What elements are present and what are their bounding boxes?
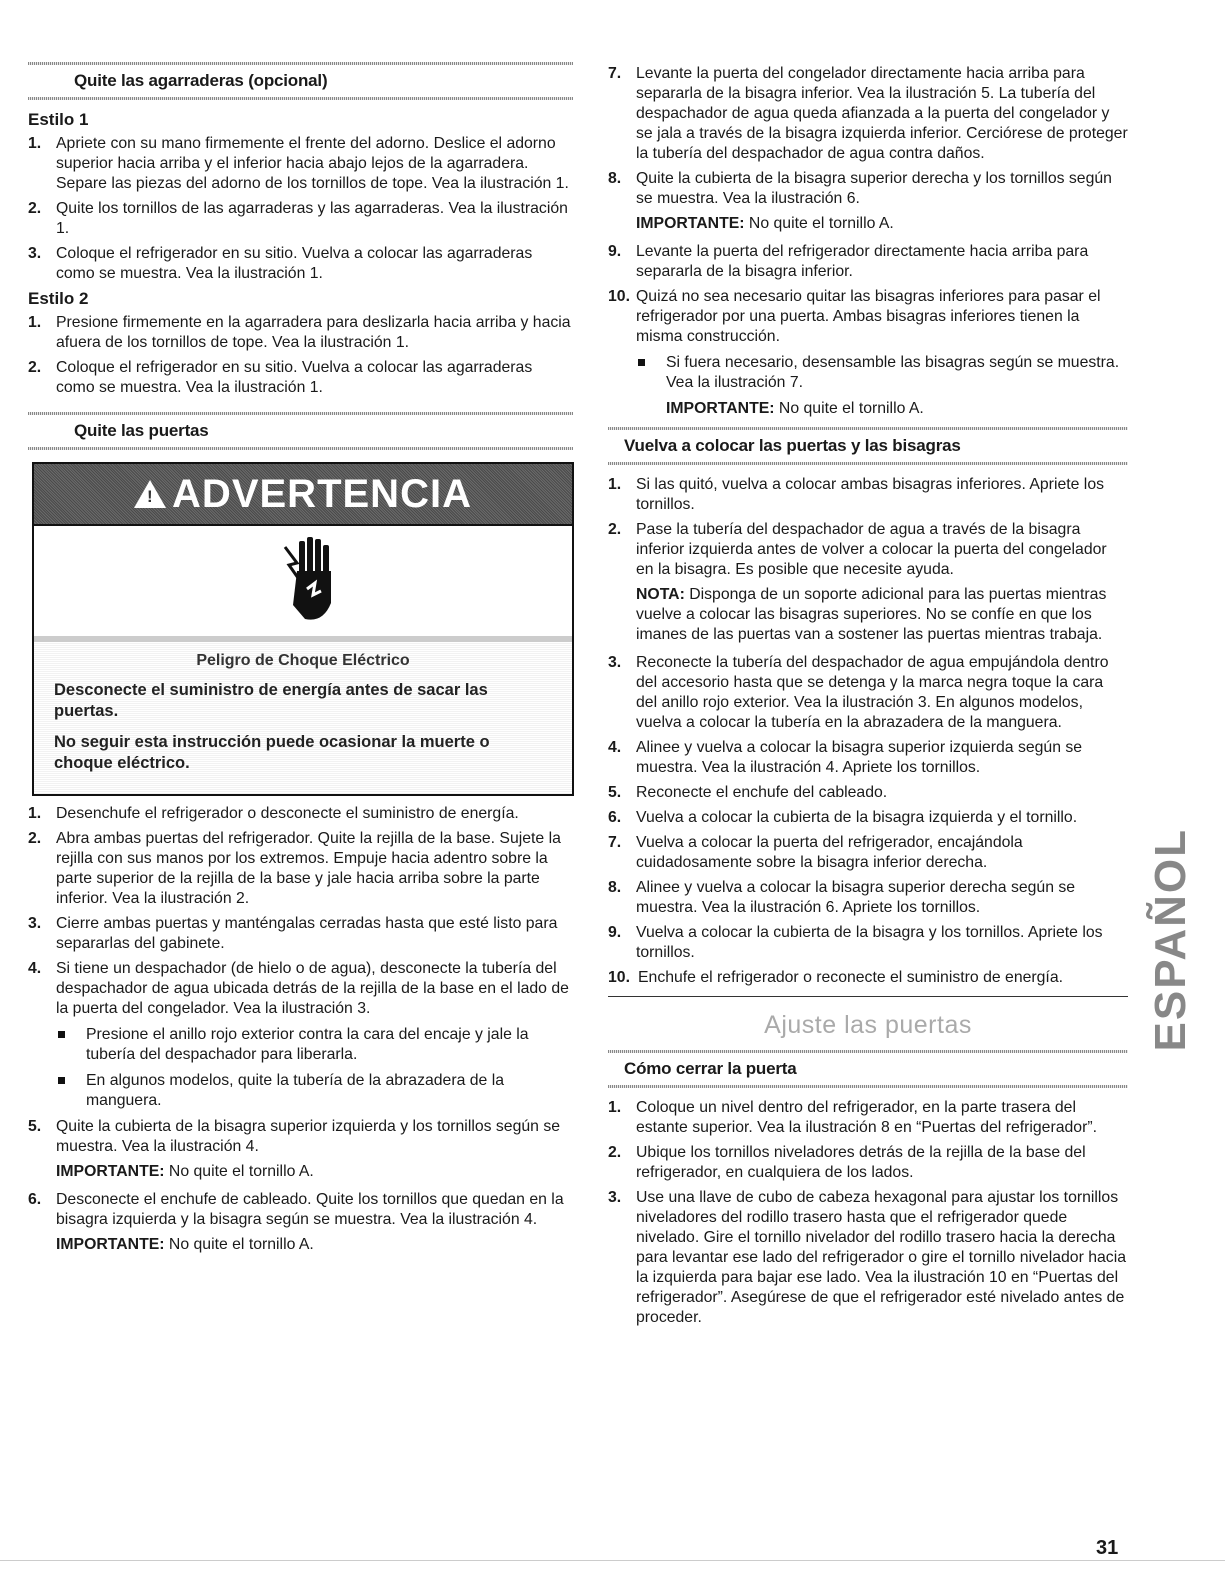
step-number: 8. xyxy=(608,170,622,187)
important-label: IMPORTANTE: xyxy=(636,215,745,232)
remove-doors-steps-cont2 xyxy=(28,1190,573,1230)
step-text: Coloque el refrigerador en su sitio. Vuelva a colocar las agarraderas como se muestra. Vea la ilustración 1. xyxy=(56,245,533,282)
step-number: 1. xyxy=(28,314,42,331)
subtitle-style-2: Estilo 2 xyxy=(28,289,89,308)
important-text: No quite el tornillo A. xyxy=(744,215,894,232)
style-2-steps xyxy=(28,313,573,398)
step-number: 2. xyxy=(608,521,622,538)
section-rule xyxy=(28,62,573,65)
remove-doors-steps-right xyxy=(608,64,1128,209)
step-text: Enchufe el refrigerador o reconecte el suministro de energía. xyxy=(638,969,1063,986)
list-item xyxy=(28,959,573,1019)
warning-header xyxy=(34,464,572,526)
step-number: 2. xyxy=(608,1144,622,1161)
important-text: No quite el tornillo A. xyxy=(164,1163,314,1180)
step-text: Quite la cubierta de la bisagra superior izquierda y los tornillos según se muestra. Vea la ilustración 4. xyxy=(56,1118,561,1155)
step-number: 1. xyxy=(28,135,42,152)
note-text: Disponga de un soporte adicional para las puertas mientras vuelve a colocar las bisagras superiores. No se confíe en que los imanes de las puertas van a sostener las puertas mientras trabaja. xyxy=(636,586,1107,643)
step-number: 4. xyxy=(28,960,42,977)
section-rule xyxy=(608,1085,1128,1088)
section-rule xyxy=(608,462,1128,465)
language-side-tab xyxy=(1146,815,1196,1065)
step-text: Pase la tubería del despachador de agua a través de la bisagra inferior izquierda antes de volver a colocar la puerta del congelador en la bisagra. Es posible que necesite ayuda. xyxy=(636,521,1107,578)
list-item xyxy=(608,520,1128,580)
list-item xyxy=(608,475,1128,515)
remove-doors-steps-right-2 xyxy=(608,242,1128,347)
step-text: Desconecte el enchufe de cableado. Quite los tornillos que quedan en la bisagra izquierda y la bisagra según se muestra. Vea la ilustración 4. xyxy=(56,1191,564,1228)
list-item xyxy=(608,64,1128,164)
list-item xyxy=(28,358,573,398)
bullet-item xyxy=(28,1025,573,1065)
important-label: IMPORTANTE: xyxy=(56,1236,165,1253)
step-number: 5. xyxy=(608,784,622,801)
bullet-text: Presione el anillo rojo exterior contra la cara del encaje y jale la tubería del despachador para liberarla. xyxy=(86,1026,529,1063)
step-number: 5. xyxy=(28,1118,42,1135)
bullet-item xyxy=(608,353,1128,393)
step-number: 8. xyxy=(608,879,622,896)
step-text: Quizá no sea necesario quitar las bisagras inferiores para pasar el refrigerador por una puerta. Ambas bisagras inferiores tienen la misma construcción. xyxy=(636,288,1101,345)
step-number: 1. xyxy=(28,805,42,822)
step-text: Reconecte la tubería del despachador de agua empujándola dentro del accesorio hasta que se detenga y la marca negra toque la cara del anillo rojo exterior. Vea la ilustración 3. En algunos modelos, vuelva a colocar la tubería en la abrazadera de la manguera. xyxy=(636,654,1109,731)
left-column xyxy=(28,62,573,1263)
list-item xyxy=(608,738,1128,778)
step-number: 2. xyxy=(28,359,42,376)
important-note xyxy=(608,214,1128,234)
warning-line-1: Desconecte el suministro de energía antes de sacar las puertas. xyxy=(54,681,488,720)
list-item xyxy=(608,968,1128,988)
step-text: Presione firmemente en la agarradera para deslizarla hacia arriba y hacia afuera de los tornillos de tope. Vea la ilustración 1. xyxy=(56,314,571,351)
important-label: IMPORTANTE: xyxy=(666,400,775,417)
step-number: 3. xyxy=(28,245,42,262)
step-number: 9. xyxy=(608,924,622,941)
important-note xyxy=(608,399,1128,419)
list-item xyxy=(28,804,573,824)
list-item xyxy=(28,199,573,239)
list-item xyxy=(608,878,1128,918)
step-number: 7. xyxy=(608,834,622,851)
side-tab-label: ESPAÑOL xyxy=(1146,828,1195,1052)
page-number: 31 xyxy=(1096,1537,1119,1559)
remove-doors-steps-cont xyxy=(28,1117,573,1157)
list-item xyxy=(28,134,573,194)
note-label: NOTA: xyxy=(636,586,685,603)
list-item xyxy=(28,1117,573,1157)
right-column xyxy=(608,64,1128,1333)
list-item xyxy=(608,833,1128,873)
step-number: 10. xyxy=(608,969,630,986)
step-text: Desenchufe el refrigerador o desconecte el suministro de energía. xyxy=(56,805,519,822)
section-rule xyxy=(608,427,1128,430)
list-item xyxy=(28,313,573,353)
step-text: Vuelva a colocar la puerta del refrigerador, encajándola cuidadosamente sobre la bisagra inferior derecha. xyxy=(636,834,1023,871)
step-number: 2. xyxy=(28,200,42,217)
step-number: 3. xyxy=(28,915,42,932)
step-text: Levante la puerta del congelador directamente hacia arriba para separarla de la bisagra inferior. Vea la ilustración 5. La tubería del despachador de agua queda afianzada a la puerta del congelador y se jala a través de la bisagra izquierda inferior. Cerciórese de proteger la tubería del despachador de agua contra daños. xyxy=(636,65,1128,162)
electric-shock-hand-icon xyxy=(34,526,572,642)
warning-triangle-icon xyxy=(134,480,166,508)
section-title-replace-doors: Vuelva a colocar las puertas y las bisagras xyxy=(624,436,961,455)
step-number: 6. xyxy=(608,809,622,826)
list-item xyxy=(608,808,1128,828)
important-text: No quite el tornillo A. xyxy=(774,400,924,417)
step-text: Coloque el refrigerador en su sitio. Vuelva a colocar las agarraderas como se muestra. Vea la ilustración 1. xyxy=(56,359,533,396)
step-number: 1. xyxy=(608,476,622,493)
list-item xyxy=(28,829,573,909)
step-text: Vuelva a colocar la cubierta de la bisagra y los tornillos. Apriete los tornillos. xyxy=(636,924,1103,961)
section-title-close-door: Cómo cerrar la puerta xyxy=(624,1059,797,1078)
style-1-steps xyxy=(28,134,573,284)
step-number: 7. xyxy=(608,65,622,82)
step-text: Quite los tornillos de las agarraderas y las agarraderas. Vea la ilustración 1. xyxy=(56,200,568,237)
step-text: Use una llave de cubo de cabeza hexagonal para ajustar los tornillos niveladores del rodillo trasero hasta que el refrigerador quede nivelado. Gire el tornillo nivelador del rodillo trasero hacia la derecha para levantar ese lado del refrigerador o gire el tornillo nivelador hacia la izquierda para bajar ese lado. Vea la ilustración 10 en “Puertas del refrigerador”. Asegúrese de que el refrigerador esté nivelado antes de proceder. xyxy=(636,1189,1126,1326)
bullet-text: Si fuera necesario, desensamble las bisagras según se muestra. Vea la ilustración 7. xyxy=(666,354,1120,391)
section-rule xyxy=(608,1050,1128,1053)
step-number: 10. xyxy=(608,288,630,305)
step-text: Reconecte el enchufe del cableado. xyxy=(636,784,888,801)
list-item xyxy=(608,783,1128,803)
step-text: Abra ambas puertas del refrigerador. Quite la rejilla de la base. Sujete la rejilla con sus manos por los extremos. Empuje hacia adentro sobre la parte superior de la rejilla de la base y jale hacia arriba sobre la parte inferior. Vea la ilustración 2. xyxy=(56,830,561,907)
warning-heading: ADVERTENCIA xyxy=(172,471,472,516)
warning-box xyxy=(32,462,574,796)
replace-doors-steps xyxy=(608,475,1128,580)
list-item xyxy=(608,923,1128,963)
list-item xyxy=(608,1188,1128,1328)
step-number: 4. xyxy=(608,739,622,756)
note-paragraph xyxy=(608,585,1128,645)
step-number: 3. xyxy=(608,654,622,671)
list-item xyxy=(28,914,573,954)
step-number: 9. xyxy=(608,243,622,260)
step-text: Vuelva a colocar la cubierta de la bisagra izquierda y el tornillo. xyxy=(636,809,1078,826)
step-text: Levante la puerta del refrigerador directamente hacia arriba para separarla de la bisagra inferior. xyxy=(636,243,1089,280)
step-text: Alinee y vuelva a colocar la bisagra superior izquierda según se muestra. Vea la ilustración 4. Apriete los tornillos. xyxy=(636,739,1083,776)
section-rule xyxy=(28,97,573,100)
important-note xyxy=(28,1162,573,1182)
important-label: IMPORTANTE: xyxy=(56,1163,165,1180)
list-item xyxy=(608,1143,1128,1183)
divider xyxy=(608,996,1128,997)
list-item xyxy=(608,287,1128,347)
remove-doors-steps xyxy=(28,804,573,1019)
warning-line-2: No seguir esta instrucción puede ocasionar la muerte o choque eléctrico. xyxy=(54,733,490,772)
list-item xyxy=(608,1098,1128,1138)
bullet-square-icon xyxy=(638,359,645,366)
step-number: 2. xyxy=(28,830,42,847)
important-note xyxy=(28,1235,573,1255)
step-text: Si tiene un despachador (de hielo o de agua), desconecte la tubería del despachador de agua ubicada detrás de la rejilla de la base en el lado de la puerta del congelador. Vea la ilustración 3. xyxy=(56,960,569,1017)
list-item xyxy=(608,169,1128,209)
step-text: Si las quitó, vuelva a colocar ambas bisagras inferiores. Apriete los tornillos. xyxy=(636,476,1104,513)
step-text: Apriete con su mano firmemente el frente del adorno. Deslice el adorno superior hacia arriba y el inferior hacia abajo lejos de la agarradera. Separe las piezas del adorno de los tornillos de tope. Vea la ilustración 1. xyxy=(56,135,569,192)
step-text: Quite la cubierta de la bisagra superior derecha y los tornillos según se muestra. Vea la ilustración 6. xyxy=(636,170,1112,207)
replace-doors-steps-cont xyxy=(608,653,1128,988)
section-rule xyxy=(28,447,573,450)
page-bottom-edge xyxy=(0,1560,1225,1586)
bullet-text: En algunos modelos, quite la tubería de la abrazadera de la manguera. xyxy=(86,1072,505,1109)
step-text: Coloque un nivel dentro del refrigerador, en la parte trasera del estante superior. Vea la ilustración 8 en “Puertas del refrigerador”. xyxy=(636,1099,1097,1136)
list-item xyxy=(608,242,1128,282)
step-number: 1. xyxy=(608,1099,622,1116)
list-item xyxy=(28,1190,573,1230)
section-title-remove-doors: Quite las puertas xyxy=(74,421,209,440)
important-text: No quite el tornillo A. xyxy=(164,1236,314,1253)
step-number: 6. xyxy=(28,1191,42,1208)
bullet-square-icon xyxy=(58,1077,65,1084)
subtitle-style-1: Estilo 1 xyxy=(28,110,89,129)
step-text: Ubique los tornillos niveladores detrás de la rejilla de la base del refrigerador, en cualquiera de los lados. xyxy=(636,1144,1086,1181)
section-rule xyxy=(28,412,573,415)
warning-hazard: Peligro de Choque Eléctrico xyxy=(196,652,410,669)
electric-shock-hand-icon xyxy=(263,533,343,629)
warning-body xyxy=(34,642,572,794)
step-number: 3. xyxy=(608,1189,622,1206)
bullet-item xyxy=(28,1071,573,1111)
step-text: Alinee y vuelva a colocar la bisagra superior derecha según se muestra. Vea la ilustración 6. Apriete los tornillos. xyxy=(636,879,1076,916)
list-item xyxy=(608,653,1128,733)
heading-adjust-doors: Ajuste las puertas xyxy=(764,1011,972,1039)
list-item xyxy=(28,244,573,284)
step-text: Cierre ambas puertas y manténgalas cerradas hasta que esté listo para separarlas del gabinete. xyxy=(56,915,558,952)
bullet-square-icon xyxy=(58,1031,65,1038)
section-title-remove-handles: Quite las agarraderas (opcional) xyxy=(74,71,328,90)
close-door-steps xyxy=(608,1098,1128,1328)
